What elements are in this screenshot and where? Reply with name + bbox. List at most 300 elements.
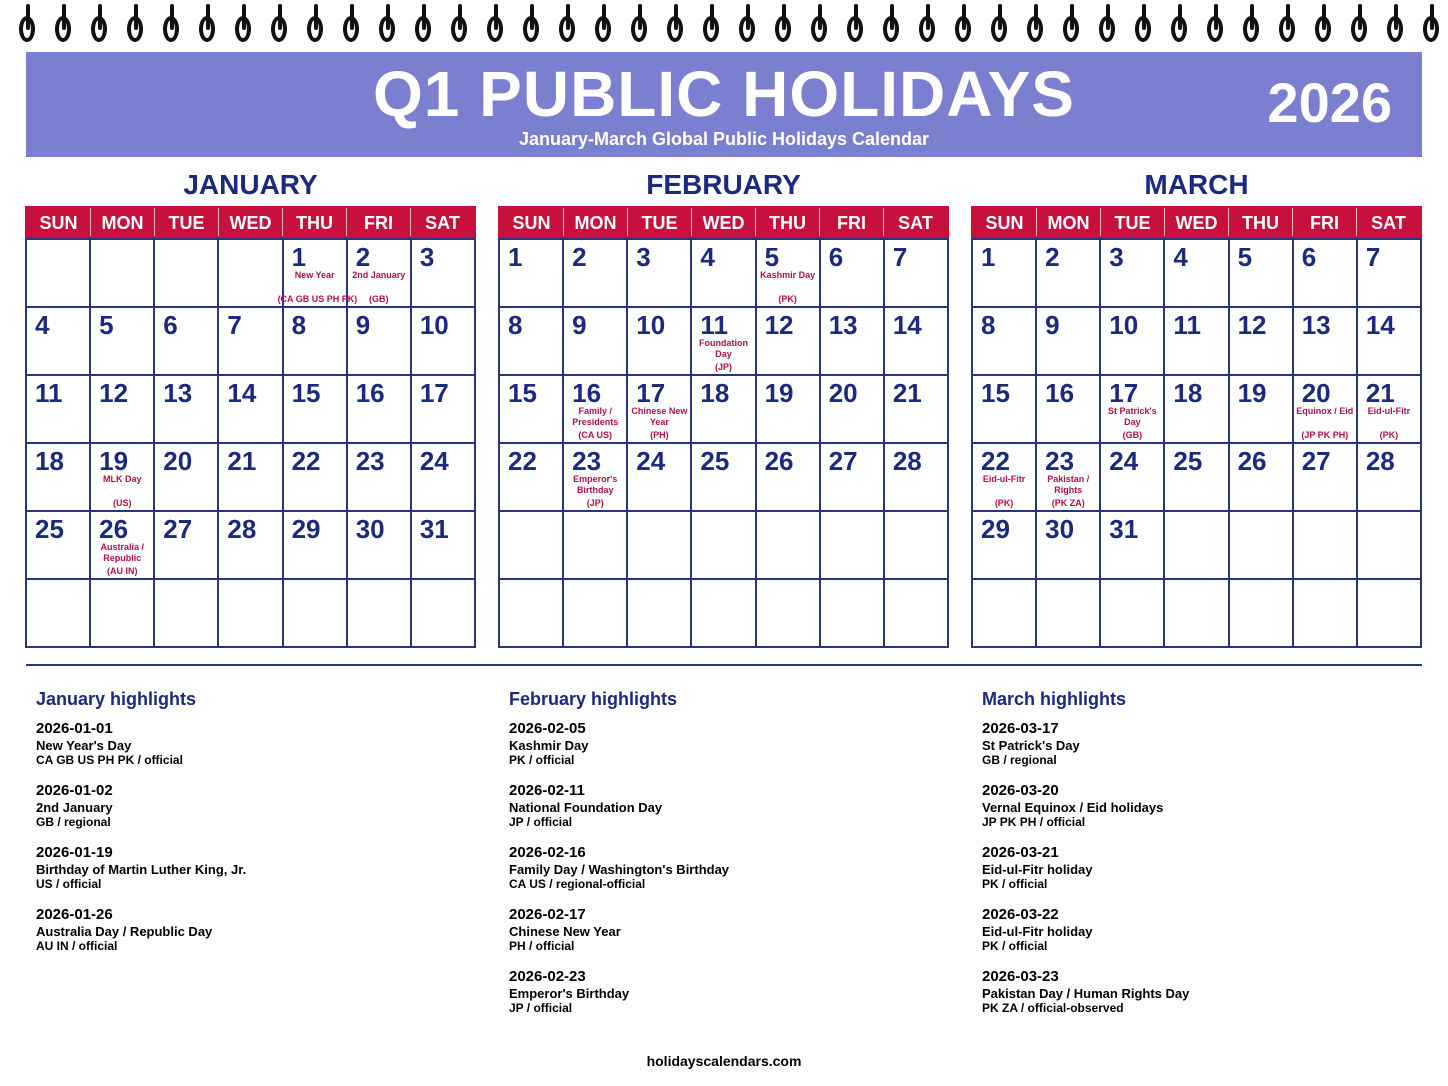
day-cell	[348, 240, 412, 308]
day-number: 14	[227, 378, 257, 408]
holiday-name: Eid-ul-Fitr	[1367, 406, 1411, 416]
day-number: 19	[1237, 378, 1267, 408]
day-number: 26	[99, 514, 129, 544]
day-number: 21	[1365, 378, 1395, 408]
highlight-name: Eid-ul-Fitr holiday	[982, 862, 1093, 877]
day-cell	[885, 512, 949, 580]
highlight-date: 2026-02-05	[509, 720, 586, 737]
holiday-name: New Year	[294, 270, 335, 280]
day-number: 9	[572, 310, 587, 340]
binding-ring	[1205, 4, 1227, 44]
highlight-date: 2026-01-01	[36, 720, 113, 737]
holiday-name: St Patrick's Day	[1108, 406, 1157, 427]
binding-ring	[1169, 4, 1191, 44]
day-cell	[155, 240, 219, 308]
highlight-name: St Patrick's Day	[982, 738, 1080, 753]
highlight-date: 2026-03-22	[982, 906, 1059, 923]
day-cell	[1165, 444, 1229, 512]
holiday-name: Foundation Day	[698, 338, 748, 359]
day-cell	[27, 580, 91, 648]
day-number: 18	[1173, 378, 1203, 408]
day-cell	[412, 376, 476, 444]
day-number: 2	[572, 242, 587, 272]
holiday-name: Pakistan / Rights	[1047, 474, 1090, 495]
weekday-label: WED	[692, 208, 756, 236]
spiral-binding	[0, 0, 1448, 48]
day-number: 6	[1301, 242, 1317, 272]
day-number: 29	[981, 514, 1010, 544]
highlight-name: Family Day / Washington's Birthday	[509, 862, 730, 877]
day-cell	[284, 512, 348, 580]
day-cell	[973, 580, 1037, 648]
day-cell	[91, 240, 155, 308]
binding-ring	[521, 4, 543, 44]
highlight-meta: JP / official	[509, 1001, 573, 1015]
day-cell	[692, 308, 756, 376]
highlight-date: 2026-03-21	[982, 844, 1059, 861]
binding-ring	[1241, 4, 1263, 44]
day-cell	[219, 240, 283, 308]
day-cell	[1294, 444, 1358, 512]
day-grid	[971, 238, 1422, 648]
day-number: 7	[1365, 242, 1381, 272]
month-calendar-february	[498, 166, 949, 648]
day-cell	[1358, 240, 1422, 308]
weekday-label: THU	[1229, 208, 1293, 236]
highlight-meta: JP PK PH / official	[982, 815, 1086, 829]
day-number: 12	[1237, 310, 1267, 340]
day-cell	[821, 308, 885, 376]
day-number: 6	[163, 310, 178, 340]
day-cell	[284, 308, 348, 376]
weekday-label: THU	[283, 208, 347, 236]
day-number: 21	[892, 378, 922, 408]
day-cell	[1037, 240, 1101, 308]
holiday-name: Kashmir Day	[760, 270, 816, 280]
day-number: 13	[163, 378, 193, 408]
day-number: 8	[981, 310, 996, 340]
day-cell	[219, 308, 283, 376]
holiday-name: Emperor's Birthday	[573, 474, 618, 495]
holiday-countries: (JP)	[714, 362, 732, 372]
day-number: 3	[1109, 242, 1124, 272]
day-cell	[27, 512, 91, 580]
day-cell	[348, 308, 412, 376]
day-cell	[1037, 444, 1101, 512]
day-number: 2	[355, 242, 371, 272]
binding-ring	[17, 4, 39, 44]
holiday-name: Eid-ul-Fitr	[982, 474, 1026, 484]
day-cell	[692, 376, 756, 444]
day-cell	[628, 444, 692, 512]
highlight-meta: PK / official	[982, 939, 1048, 953]
highlights-column	[982, 688, 1282, 1030]
day-number: 26	[1237, 446, 1267, 476]
day-number: 4	[35, 310, 50, 340]
highlight-meta: PK ZA / official-observed	[982, 1001, 1124, 1015]
day-number: 19	[99, 446, 129, 476]
day-cell	[757, 580, 821, 648]
binding-ring	[53, 4, 75, 44]
day-cell	[564, 512, 628, 580]
day-number: 13	[828, 310, 858, 340]
day-cell	[1358, 444, 1422, 512]
day-number: 16	[1045, 378, 1075, 408]
day-cell	[27, 444, 91, 512]
day-cell	[412, 444, 476, 512]
holiday-countries: (CA GB US PH PK)	[277, 294, 358, 304]
day-cell	[885, 580, 949, 648]
month-title: JANUARY	[183, 169, 318, 200]
weekday-label: WED	[1165, 208, 1229, 236]
binding-ring	[341, 4, 363, 44]
binding-ring	[773, 4, 795, 44]
highlight-name: Chinese New Year	[509, 924, 621, 939]
highlight-item	[509, 844, 809, 906]
highlight-item	[36, 906, 336, 968]
day-number: 16	[355, 378, 385, 408]
day-cell	[500, 512, 564, 580]
highlight-name: New Year's Day	[36, 738, 132, 753]
day-cell	[628, 376, 692, 444]
highlight-date: 2026-01-19	[36, 844, 113, 861]
day-number: 6	[828, 242, 844, 272]
holiday-countries: (PK)	[994, 498, 1014, 508]
binding-ring	[593, 4, 615, 44]
holiday-countries: (US)	[112, 498, 132, 508]
binding-ring	[449, 4, 471, 44]
holiday-countries: (GB)	[1122, 430, 1143, 440]
binding-ring	[197, 4, 219, 44]
weekday-header	[971, 206, 1422, 238]
day-cell	[1037, 580, 1101, 648]
weekday-label: MON	[564, 208, 628, 236]
month-title: MARCH	[1144, 169, 1249, 200]
day-cell	[1101, 240, 1165, 308]
day-number: 7	[227, 310, 242, 340]
weekday-label: SUN	[27, 208, 91, 236]
day-number: 9	[355, 310, 371, 340]
highlights-column	[36, 688, 336, 968]
day-number: 2	[1045, 242, 1060, 272]
binding-ring	[485, 4, 507, 44]
day-number: 11	[700, 310, 728, 340]
day-cell	[27, 376, 91, 444]
holiday-countries: (JP)	[586, 498, 604, 508]
day-cell	[1294, 240, 1358, 308]
day-cell	[821, 580, 885, 648]
highlight-item	[36, 720, 336, 782]
day-number: 29	[291, 514, 321, 544]
highlight-date: 2026-01-26	[36, 906, 113, 923]
binding-ring	[233, 4, 255, 44]
weekday-label: TUE	[155, 208, 219, 236]
day-cell	[284, 444, 348, 512]
day-number: 28	[892, 446, 922, 476]
day-number: 15	[291, 378, 321, 408]
day-cell	[564, 580, 628, 648]
day-number: 18	[700, 378, 730, 408]
day-number: 15	[508, 378, 537, 408]
day-cell	[628, 308, 692, 376]
day-number: 31	[419, 514, 449, 544]
holiday-countries: (PK)	[1379, 430, 1399, 440]
binding-ring	[1385, 4, 1407, 44]
day-number: 22	[981, 446, 1010, 476]
holiday-name: MLK Day	[102, 474, 142, 484]
highlight-item	[982, 720, 1282, 782]
day-number: 20	[828, 378, 858, 408]
day-number: 8	[291, 310, 307, 340]
binding-ring	[1061, 4, 1083, 44]
highlight-meta: GB / regional	[36, 815, 111, 829]
holiday-countries: (GB)	[369, 294, 389, 304]
holiday-name: 2nd January	[352, 270, 406, 280]
day-cell	[91, 444, 155, 512]
day-cell	[885, 444, 949, 512]
day-cell	[500, 308, 564, 376]
highlight-date: 2026-03-20	[982, 782, 1059, 799]
binding-ring	[809, 4, 831, 44]
highlight-name: Kashmir Day	[509, 738, 589, 753]
highlight-meta: AU IN / official	[36, 939, 118, 953]
weekday-label: MON	[91, 208, 155, 236]
day-cell	[27, 240, 91, 308]
day-cell	[821, 512, 885, 580]
holiday-countries: (PK ZA)	[1051, 498, 1085, 508]
binding-ring	[1421, 4, 1443, 44]
weekday-label: TUE	[1101, 208, 1165, 236]
day-cell	[219, 444, 283, 512]
day-number: 5	[1237, 242, 1253, 272]
day-cell	[412, 308, 476, 376]
weekday-label: THU	[756, 208, 820, 236]
day-cell	[564, 444, 628, 512]
day-number: 1	[508, 242, 523, 272]
holiday-name: Equinox / Eid	[1296, 406, 1354, 416]
day-cell	[1165, 580, 1229, 648]
day-cell	[692, 444, 756, 512]
day-cell	[500, 444, 564, 512]
highlights-column	[509, 688, 809, 1030]
holiday-name: Chinese New Year	[631, 406, 688, 427]
day-number: 8	[508, 310, 523, 340]
binding-ring	[701, 4, 723, 44]
page-title: Q1 PUBLIC HOLIDAYS	[373, 58, 1075, 130]
day-number: 11	[1173, 310, 1201, 340]
day-cell	[91, 308, 155, 376]
highlight-item	[982, 782, 1282, 844]
day-number: 22	[291, 446, 321, 476]
highlight-item	[509, 968, 809, 1030]
section-divider	[26, 664, 1422, 666]
day-number: 25	[700, 446, 730, 476]
day-cell	[277, 240, 358, 308]
day-number: 27	[163, 514, 193, 544]
day-cell	[973, 308, 1037, 376]
weekday-label: MON	[1037, 208, 1101, 236]
day-cell	[1358, 376, 1422, 444]
day-cell	[91, 512, 155, 580]
day-number: 27	[828, 446, 858, 476]
day-cell	[27, 308, 91, 376]
holiday-name: Family / Presidents	[572, 406, 619, 427]
day-cell	[1101, 580, 1165, 648]
day-cell	[500, 240, 564, 308]
day-number: 11	[35, 378, 63, 408]
highlight-item	[509, 782, 809, 844]
binding-ring	[1277, 4, 1299, 44]
highlight-name: Birthday of Martin Luther King, Jr.	[36, 862, 247, 877]
binding-ring	[305, 4, 327, 44]
day-number: 22	[508, 446, 537, 476]
day-cell	[1101, 376, 1165, 444]
day-number: 1	[981, 242, 996, 272]
day-cell	[1230, 376, 1294, 444]
day-cell	[91, 376, 155, 444]
day-grid	[498, 238, 949, 648]
holiday-countries: (CA US)	[578, 430, 613, 440]
binding-ring	[737, 4, 759, 44]
day-cell	[1294, 580, 1358, 648]
day-cell	[885, 240, 949, 308]
day-number: 16	[572, 378, 602, 408]
day-number: 23	[572, 446, 602, 476]
day-cell	[1294, 308, 1358, 376]
day-cell	[1165, 376, 1229, 444]
day-number: 26	[764, 446, 794, 476]
month-calendar-march	[971, 166, 1422, 648]
highlight-item	[509, 720, 809, 782]
highlights-title: February highlights	[509, 689, 678, 709]
day-cell	[757, 376, 821, 444]
day-cell	[155, 512, 219, 580]
day-number: 24	[1109, 446, 1139, 476]
binding-ring	[953, 4, 975, 44]
binding-ring	[1097, 4, 1119, 44]
day-number: 12	[764, 310, 794, 340]
highlight-date: 2026-02-17	[509, 906, 586, 923]
day-number: 23	[355, 446, 385, 476]
day-number: 28	[1365, 446, 1395, 476]
day-cell	[564, 240, 628, 308]
weekday-label: SUN	[500, 208, 564, 236]
highlight-item	[982, 844, 1282, 906]
page-subtitle: January-March Global Public Holidays Calendar	[518, 129, 930, 149]
day-number: 31	[1109, 514, 1139, 544]
holiday-countries: (PH)	[650, 430, 669, 440]
day-cell	[1037, 512, 1101, 580]
highlight-meta: GB / regional	[982, 753, 1057, 767]
day-cell	[1230, 444, 1294, 512]
day-cell	[973, 512, 1037, 580]
highlight-meta: JP / official	[509, 815, 573, 829]
day-cell	[757, 308, 821, 376]
binding-ring	[989, 4, 1011, 44]
day-cell	[500, 376, 564, 444]
day-cell	[284, 376, 348, 444]
highlight-date: 2026-02-16	[509, 844, 586, 861]
highlight-item	[509, 906, 809, 968]
day-cell	[412, 580, 476, 648]
day-number: 30	[1045, 514, 1075, 544]
day-number: 12	[99, 378, 129, 408]
weekday-label: SAT	[1371, 213, 1406, 233]
highlight-item	[982, 906, 1282, 968]
day-cell	[821, 376, 885, 444]
day-cell	[757, 512, 821, 580]
day-number: 4	[700, 242, 715, 272]
day-cell	[757, 240, 821, 308]
highlight-item	[36, 844, 336, 906]
weekday-label: SUN	[973, 208, 1037, 236]
day-cell	[628, 512, 692, 580]
day-number: 1	[291, 242, 307, 272]
day-cell	[885, 308, 949, 376]
day-cell	[1294, 376, 1358, 444]
day-number: 5	[764, 242, 780, 272]
day-number: 20	[1301, 378, 1331, 408]
binding-ring	[665, 4, 687, 44]
day-number: 10	[1109, 310, 1139, 340]
day-cell	[628, 240, 692, 308]
day-cell	[1101, 444, 1165, 512]
highlight-meta: PK / official	[509, 753, 575, 767]
day-cell	[692, 240, 756, 308]
highlights-title: January highlights	[36, 689, 197, 709]
highlight-meta: CA US / regional-official	[509, 877, 646, 891]
weekday-label: FRI	[347, 208, 411, 236]
day-cell	[1230, 512, 1294, 580]
highlight-date: 2026-01-02	[36, 782, 113, 799]
day-number: 21	[227, 446, 257, 476]
weekday-label: SAT	[425, 213, 460, 233]
day-cell	[564, 308, 628, 376]
weekday-header	[25, 206, 476, 238]
day-cell	[412, 512, 476, 580]
holiday-name: Australia / Republic	[100, 542, 144, 563]
highlight-meta: US / official	[36, 877, 102, 891]
day-number: 3	[636, 242, 651, 272]
highlight-name: Pakistan Day / Human Rights Day	[982, 986, 1190, 1001]
day-cell	[155, 376, 219, 444]
highlight-date: 2026-03-23	[982, 968, 1059, 985]
day-cell	[155, 580, 219, 648]
day-number: 9	[1045, 310, 1060, 340]
day-number: 3	[419, 242, 435, 272]
weekday-label: TUE	[628, 208, 692, 236]
weekday-label: FRI	[820, 208, 884, 236]
day-cell	[973, 444, 1037, 512]
highlight-date: 2026-02-11	[509, 782, 585, 799]
day-cell	[219, 580, 283, 648]
day-cell	[1230, 240, 1294, 308]
day-number: 7	[892, 242, 908, 272]
day-cell	[1101, 308, 1165, 376]
day-number: 5	[99, 310, 114, 340]
binding-ring	[413, 4, 435, 44]
day-number: 17	[1109, 378, 1139, 408]
binding-ring	[629, 4, 651, 44]
binding-ring	[917, 4, 939, 44]
binding-ring	[557, 4, 579, 44]
day-cell	[155, 308, 219, 376]
day-grid	[25, 238, 476, 648]
day-cell	[1358, 512, 1422, 580]
binding-ring	[89, 4, 111, 44]
day-cell	[628, 580, 692, 648]
day-cell	[757, 444, 821, 512]
